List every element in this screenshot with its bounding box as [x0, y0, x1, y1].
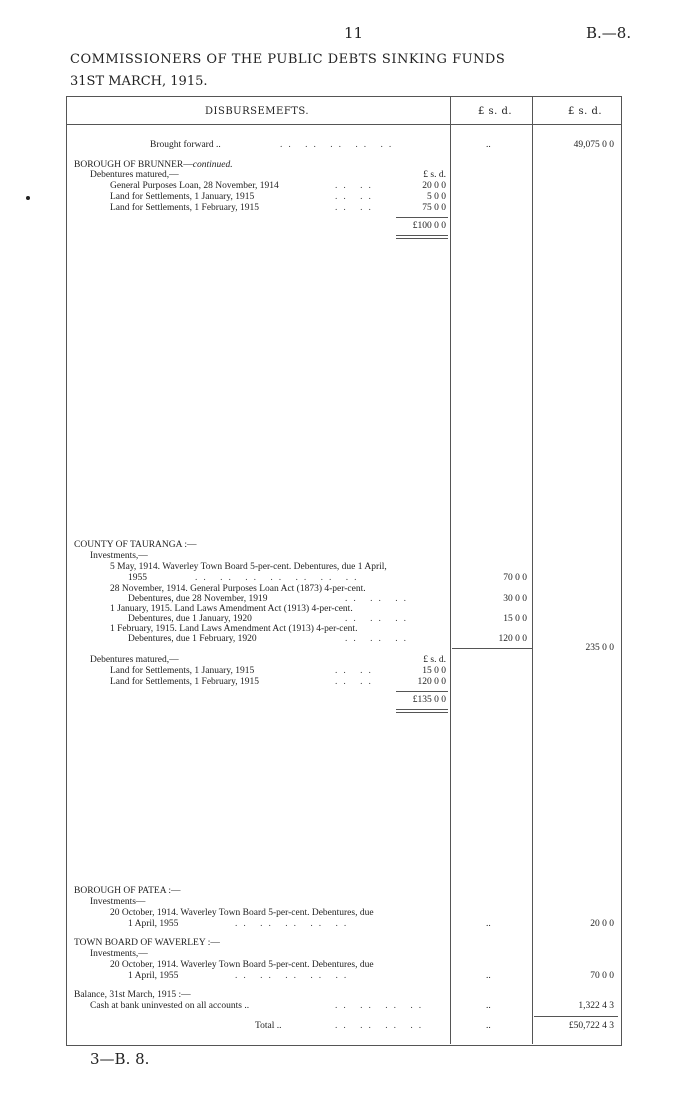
- patea-line2: 1 April, 1955: [128, 919, 179, 929]
- double-rule-bottom: [396, 238, 448, 239]
- tauranga-matured-total: £135 0 0: [412, 695, 446, 705]
- balance-line: Cash at bank uninvested on all accounts ..: [90, 1001, 250, 1011]
- tauranga-investment-3-line2: Debentures, due 1 January, 1920: [128, 614, 252, 624]
- tauranga-investment-4-line1: 1 February, 1915. Land Laws Amendment Act (1913) 4-per-cent.: [110, 624, 358, 634]
- tauranga-investment-3-amount: 15 0 0: [503, 614, 527, 624]
- investments-subtotal-rule: [452, 648, 532, 649]
- double-rule-top: [396, 709, 448, 710]
- tauranga-matured-1-amount: 15 0 0: [422, 666, 446, 676]
- total-label: Total ..: [255, 1021, 282, 1031]
- leader-dots: .. .. .. .. ..: [235, 971, 353, 981]
- brunner-item-2-label: Land for Settlements, 1 January, 1915: [110, 192, 255, 202]
- column-divider-1: [450, 96, 451, 1044]
- tauranga-investment-4-line2: Debentures, due 1 February, 1920: [128, 634, 257, 644]
- brunner-item-2-amount: 5 0 0: [427, 192, 446, 202]
- tauranga-investments-total: 235 0 0: [585, 643, 614, 653]
- leader-dots: .. ..: [335, 181, 377, 191]
- page-subtitle: 31ST MARCH, 1915.: [70, 74, 208, 89]
- patea-line1: 20 October, 1914. Waverley Town Board 5-per-cent. Debentures, due: [110, 908, 374, 918]
- margin-dot: [26, 196, 30, 200]
- patea-amount: 20 0 0: [590, 919, 614, 929]
- balance-amount: 1,322 4 3: [578, 1001, 614, 1011]
- page-title: COMMISSIONERS OF THE PUBLIC DEBTS SINKING FUNDS: [70, 52, 506, 67]
- brought-forward-amount: 49,075 0 0: [573, 140, 614, 150]
- subtotal-rule: [396, 691, 448, 692]
- total-col1: ..: [486, 1021, 491, 1031]
- leader-dots: .. ..: [335, 192, 377, 202]
- leader-dots: .. .. .. ..: [335, 1021, 428, 1031]
- section-heading-brunner: [74, 160, 233, 170]
- leader-dots: .. .. ..: [345, 634, 412, 644]
- leader-dots: .. .. .. .. ..: [280, 140, 398, 150]
- double-rule-bottom: [396, 712, 448, 713]
- tauranga-investment-2-line1: 28 November, 1914. General Purposes Loan Act (1873) 4-per-cent.: [110, 584, 366, 594]
- patea-subheading: Investments—: [90, 897, 146, 907]
- tauranga-matured-2-amount: 120 0 0: [417, 677, 446, 687]
- waverley-line1: 20 October, 1914. Waverley Town Board 5-per-cent. Debentures, due: [110, 960, 374, 970]
- tauranga-investments-subheading: Investments,—: [90, 551, 148, 561]
- brunner-item-3-amount: 75 0 0: [422, 203, 446, 213]
- column-header-sub-amount: £ s. d.: [478, 106, 513, 117]
- subtotal-rule: [396, 217, 448, 218]
- brunner-heading-continued: continued.: [192, 160, 233, 170]
- brought-forward-label: Brought forward ..: [150, 140, 221, 150]
- patea-col1: ..: [486, 919, 491, 929]
- tauranga-heading: COUNTY OF TAURANGA :—: [74, 540, 197, 550]
- waverley-col1: ..: [486, 971, 491, 981]
- balance-col1: ..: [486, 1001, 491, 1011]
- waverley-heading: TOWN BOARD OF WAVERLEY :—: [74, 938, 220, 948]
- balance-heading: Balance, 31st March, 1915 :—: [74, 990, 191, 1000]
- leader-dots: .. ..: [335, 666, 377, 676]
- brunner-item-1-amount: 20 0 0: [422, 181, 446, 191]
- tauranga-investment-3-line1: 1 January, 1915. Land Laws Amendment Act (1913) 4-per-cent.: [110, 604, 353, 614]
- leader-dots: .. .. .. .. ..: [235, 919, 353, 929]
- leader-dots: .. .. ..: [345, 594, 412, 604]
- page-footer: 3—B. 8.: [90, 1050, 150, 1068]
- tauranga-unit-header: £ s. d.: [423, 655, 446, 665]
- tauranga-matured-subheading: Debentures matured,—: [90, 655, 179, 665]
- tauranga-matured-2-label: Land for Settlements, 1 February, 1915: [110, 677, 259, 687]
- tauranga-investment-1-line2: 1955: [128, 573, 147, 583]
- waverley-line2: 1 April, 1955: [128, 971, 179, 981]
- brunner-total: £100 0 0: [412, 221, 446, 231]
- page-number: 11: [344, 24, 364, 42]
- header-rule: [66, 124, 621, 125]
- column-header-disbursements: DISBURSEMEFTS.: [205, 106, 310, 117]
- column-divider-2: [532, 96, 533, 1044]
- double-rule-top: [396, 235, 448, 236]
- brunner-unit-header: £ s. d.: [423, 170, 446, 180]
- grand-total: £50,722 4 3: [568, 1021, 614, 1031]
- leader-dots: .. .. .. .. .. .. ..: [195, 573, 363, 583]
- brunner-subheading: Debentures matured,—: [90, 170, 179, 180]
- brunner-item-3-label: Land for Settlements, 1 February, 1915: [110, 203, 259, 213]
- waverley-subheading: Investments,—: [90, 949, 148, 959]
- tauranga-investment-1-line1: 5 May, 1914. Waverley Town Board 5-per-cent. Debentures, due 1 April,: [110, 562, 387, 572]
- leader-dots: .. ..: [335, 203, 377, 213]
- brought-forward-col1: ..: [486, 140, 491, 150]
- tauranga-investment-4-amount: 120 0 0: [498, 634, 527, 644]
- brunner-item-1-label: General Purposes Loan, 28 November, 1914: [110, 181, 279, 191]
- document-reference: B.—8.: [586, 24, 632, 42]
- leader-dots: .. .. ..: [345, 614, 412, 624]
- column-header-amount: £ s. d.: [568, 106, 603, 117]
- tauranga-investment-1-amount: 70 0 0: [503, 573, 527, 583]
- tauranga-investment-2-amount: 30 0 0: [503, 594, 527, 604]
- total-rule: [534, 1016, 618, 1017]
- leader-dots: .. ..: [335, 677, 377, 687]
- leader-dots: .. .. .. ..: [335, 1001, 428, 1011]
- patea-heading: BOROUGH OF PATEA :—: [74, 886, 181, 896]
- waverley-amount: 70 0 0: [590, 971, 614, 981]
- tauranga-matured-1-label: Land for Settlements, 1 January, 1915: [110, 666, 255, 676]
- brunner-heading: BOROUGH OF BRUNNER—: [74, 160, 193, 170]
- tauranga-investment-2-line2: Debentures, due 28 November, 1919: [128, 594, 268, 604]
